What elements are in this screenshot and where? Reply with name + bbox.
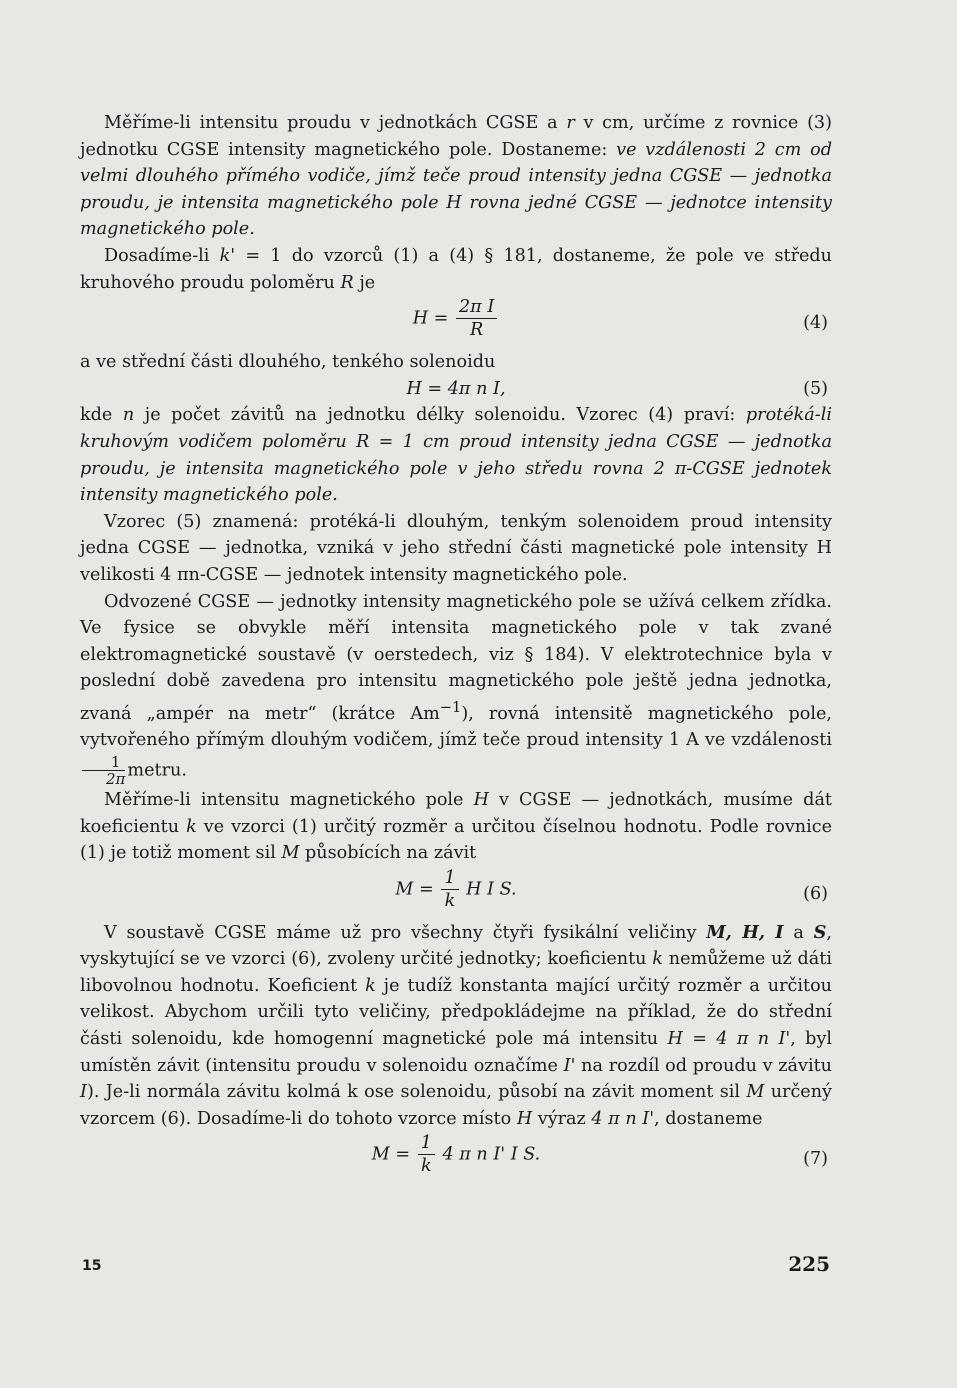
body-text: [80, 110, 832, 1185]
equation-5: H = 4π n I, (5): [80, 376, 832, 403]
paragraph-8: V soustavě CGSE máme už pro všechny čtyři fysikální veličiny M, H, I a S, vyskytující se ve vzorci (6), zvoleny určité jednotky; koeficientu k nemůžeme už dáti libovolnou hodnotu. Koeficient k je tudíž konstanta mající určitý rozměr a určitou velikost. Abychom určili tyto veličiny, předpokládejme na příklad, že do střední části solenoidu, kde homogenní magnetické pole má intensitu H = 4 π n I', byl umístěn závit (intensitu proudu v solenoidu označíme I' na rozdíl od proudu v závitu I). Je-li normála závitu kolmá k ose solenoidu, působí na závit moment sil M určený vzorcem (6). Dosadíme-li do tohoto vzorce místo H výraz 4 π n I', dostaneme: [80, 921, 833, 1129]
fraction: $\frac{\text{2π I}}{R}$: [456, 296, 497, 341]
equation-6: M = $\frac{1}{k}$ H I S. (6): [395, 867, 828, 911]
equation-4: H = $\frac{\text{2π I}}{R}$ (4): [412, 297, 828, 341]
fraction: $\frac{1}{k}$: [441, 867, 458, 912]
paragraph-1: Měříme-li intensitu proudu v jednotkách CGSE a r v cm, určíme z rovnice (3) jednotku CGSE intensity magnetického pole. Dostaneme: ve vzdálenosti 2 cm od velmi dlouhého přímého vodiče, jímž teče proud intensity jedna CGSE — jednotka proudu, je intensita magnetického pole H rovna jedné CGSE — jednotce intensity magnetického pole.: [80, 113, 832, 240]
paragraph-2: Dosadíme-li k' = 1 do vzorců (1) a (4) § 181, dostaneme, že pole ve středu kruhového proudu poloměru R je: [80, 245, 832, 293]
equation-number: (5): [803, 378, 828, 399]
fraction: $\frac{1}{2\pi}$: [82, 754, 125, 787]
paragraph-4: kde n je počet závitů na jednotku délky solenoidu. Vzorec (4) praví: protéká-li kruhovým vodičem poloměru R = 1 cm proud intensity jedna CGSE — jednotka proudu, je intensita magnetického pole v jeho středu rovna 2 π-CGSE jednotek intensity magnetického pole.: [80, 405, 832, 506]
equation-number: (7): [803, 1149, 828, 1170]
page-number: 225: [788, 1252, 830, 1276]
equation-number: (4): [803, 313, 828, 334]
paragraph-3: a ve střední části dlouhého, tenkého solenoidu: [80, 352, 496, 373]
equation-7: M = $\frac{1}{k}$ 4 π n I' I S. (7): [371, 1133, 828, 1177]
paragraph-6: Odvozené CGSE — jednotky intensity magnetického pole se užívá celkem zřídka. Ve fysice se obvykle měří intensita magnetického pole v tak zvané elektromagnetické soustavě (v oerstedech, viz § 184). V elektrotechnice byla v poslední době zavedena pro intensitu magnetického pole ještě jedna jednotka, zvaná „ampér na metr“ (krátce $Am^{-1}$), rovná intensitě magnetického pole, vytvořeného přímým dlouhým vodičem, jímž teče proud intensity 1 A ve vzdálenosti $\frac{1}{2\pi}$ metru.: [80, 591, 832, 788]
paragraph-7: Měříme-li intensitu magnetického pole H v CGSE — jednotkách, musíme dát koeficientu k ve vzorci (1) určitý rozměr a určitou číselnou hodnotu. Podle rovnice (1) je totiž moment sil M působících na závit: [80, 789, 833, 864]
signature-mark: 15: [82, 1258, 102, 1274]
equation-number: (6): [803, 883, 828, 904]
fraction: $\frac{1}{k}$: [418, 1132, 435, 1177]
paragraph-5: Vzorec (5) znamená: protéká-li dlouhým, tenkým solenoidem proud intensity jedna CGSE — jednotka, vzniká v jeho střední části magnetické pole intensity H velikosti 4 πn-CGSE — jednotek intensity magnetického pole.: [80, 511, 832, 585]
